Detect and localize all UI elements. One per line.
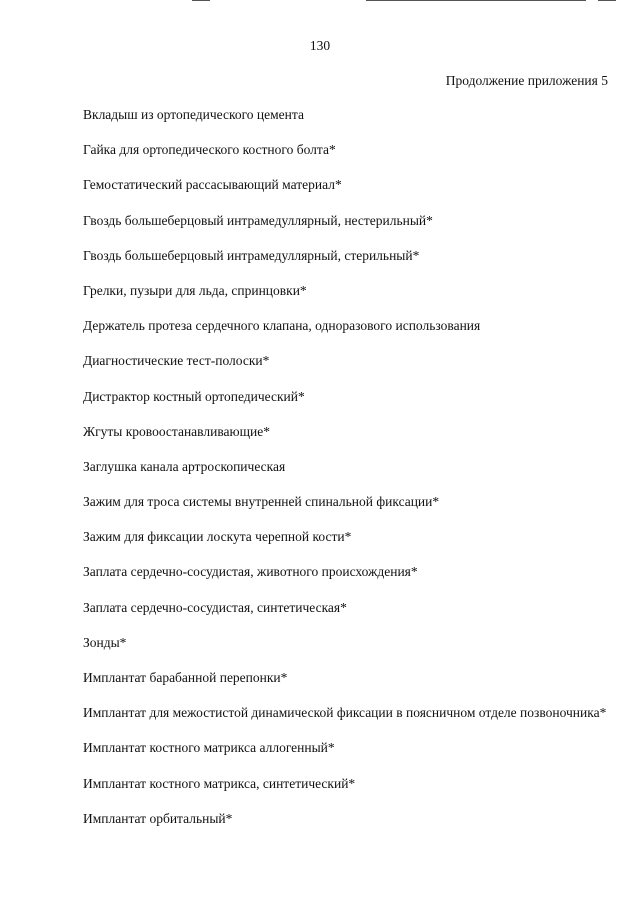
list-item: Имплантат барабанной перепонки* [83, 670, 288, 685]
list-item: Зонды* [83, 634, 127, 650]
appendix-continuation-note: Продолжение приложения 5 [445, 73, 608, 88]
list-item: Заплата сердечно-сосудистая, синтетическая* [83, 599, 347, 615]
list-item: Имплантат орбитальный* [83, 810, 233, 826]
scan-edge-mark-middle [366, 0, 586, 1]
item-list [83, 106, 608, 845]
scan-edge-mark-right [598, 0, 616, 1]
list-item: Заплата сердечно-сосудистая, животного происхождения* [83, 564, 418, 580]
list-item: Грелки, пузыри для льда, спринцовки* [83, 282, 307, 298]
list-item: Гвоздь большеберцовый интрамедуллярный, стерильный* [83, 247, 420, 263]
list-item: Имплантат для межостистой динамической фиксации в поясничном отделе позвоночника* [83, 705, 607, 721]
list-item: Имплантат костного матрикса, синтетический* [83, 775, 356, 791]
list-item: Гемостатический рассасывающий материал* [83, 177, 342, 193]
list-item: Жгуты кровоостанавливающие* [83, 423, 270, 439]
list-item: Дистрактор костный ортопедический* [83, 388, 305, 404]
list-item: Зажим для фиксации лоскута черепной кости* [83, 529, 352, 545]
list-item: Диагностические тест-полоски* [83, 353, 270, 369]
list-item: Гвоздь большеберцовый интрамедуллярный, нестерильный* [83, 212, 433, 228]
list-item: Держатель протеза сердечного клапана, одноразового использования [83, 318, 481, 334]
page-number: 130 [309, 38, 331, 53]
list-item: Заглушка канала артроскопическая [83, 458, 286, 474]
scan-edge-mark-left [192, 0, 210, 1]
list-item: Имплантат костного матрикса аллогенный* [83, 740, 335, 756]
list-item: Гайка для ортопедического костного болта* [83, 142, 336, 158]
list-item: Вкладыш из ортопедического цемента [83, 107, 304, 122]
list-item: Зажим для троса системы внутренней спинальной фиксации* [83, 494, 440, 510]
